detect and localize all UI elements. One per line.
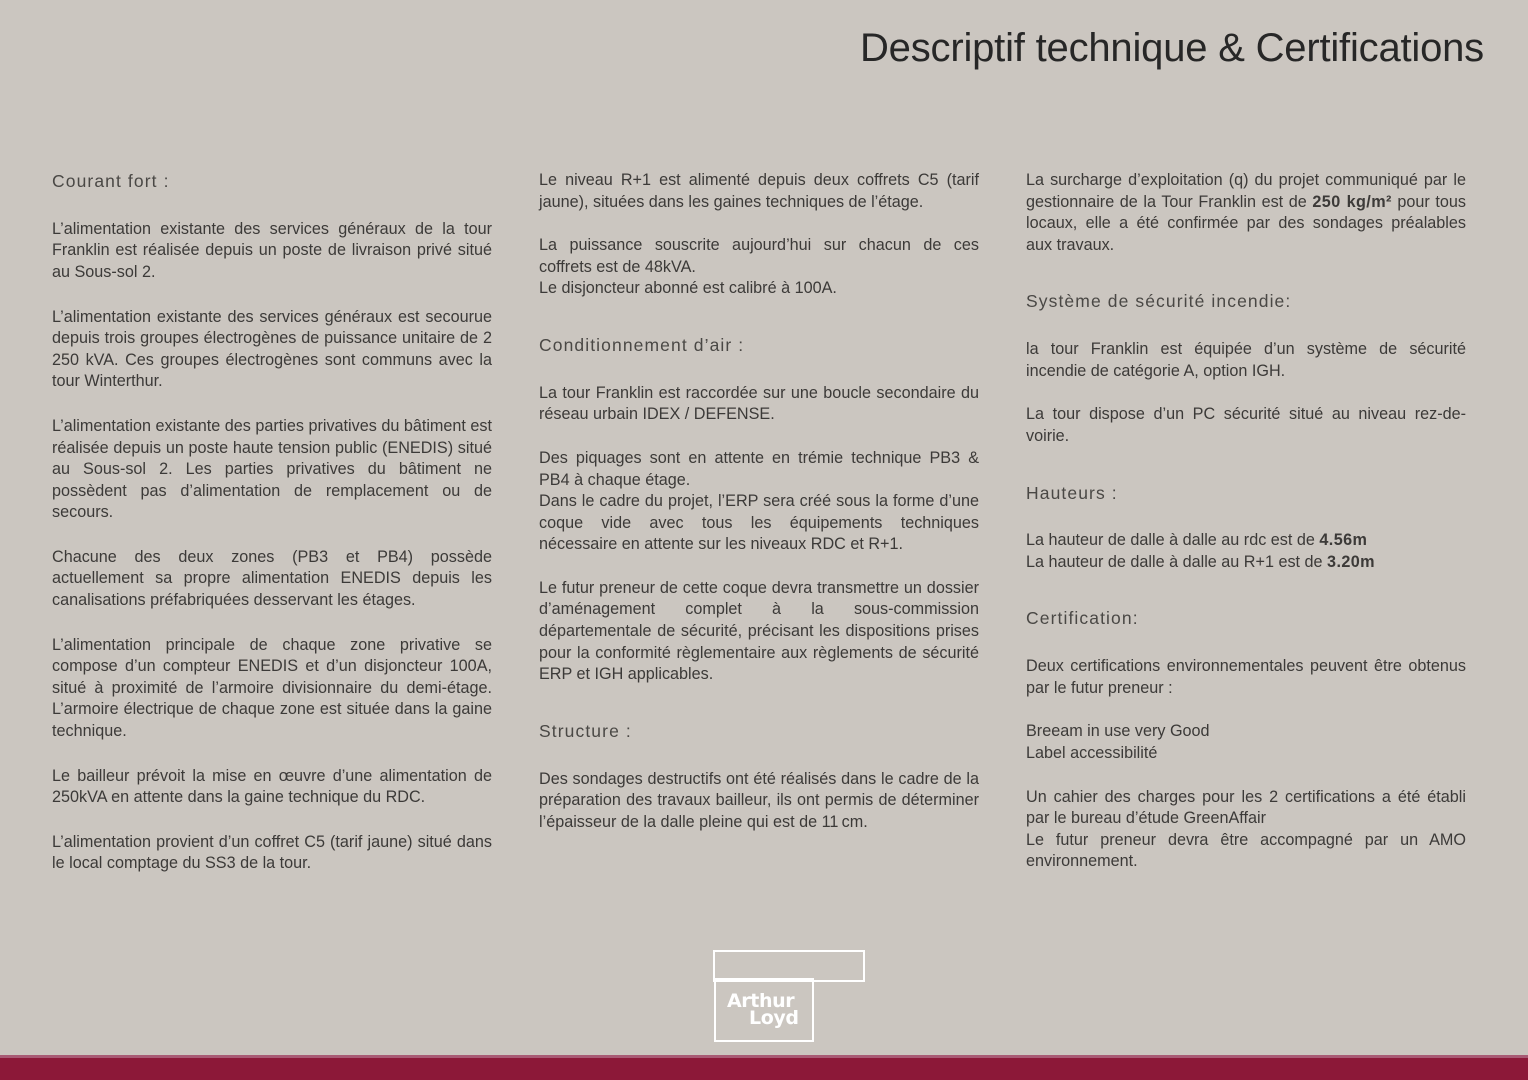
section-heading-courant-fort: Courant fort :	[52, 171, 170, 191]
logo-line-loyd: Loyd	[749, 1007, 799, 1029]
paragraph: L’alimentation provient d’un coffret C5 (tarif jaune) situé dans le local comptage du SS3 de la tour.	[52, 832, 492, 873]
paragraph: La tour Franklin est raccordée sur une boucle secondaire du réseau urbain IDEX / DEFENSE.	[539, 383, 979, 424]
certification-list: Breeam in use very Good Label accessibilité	[1026, 722, 1210, 762]
section-heading-hauteurs: Hauteurs :	[1026, 482, 1118, 503]
paragraph: L’alimentation existante des services généraux est secourue depuis trois groupes électrogènes de puissance unitaire de 2 250 kVA. Ces groupes électrogènes sont communs avec la tour Winterthur.	[52, 307, 492, 391]
paragraph: Chacune des deux zones (PB3 et PB4) possède actuellement sa propre alimentation ENEDIS depuis les canalisations préfabriquées desservant les étages.	[52, 547, 492, 610]
surcharge-text-post: pour tous locaux, elle a été confirmée par des sondages préalables aux travaux.	[1026, 192, 1466, 254]
footer-bar	[0, 1058, 1528, 1080]
paragraph-hauteurs	[1026, 530, 1466, 573]
paragraph: La tour dispose d’un PC sécurité situé au niveau rez-de-voirie.	[1026, 405, 1466, 445]
page-header	[0, 0, 1484, 96]
hauteur-r1-value: 3.20m	[1327, 552, 1375, 571]
paragraph: L’alimentation principale de chaque zone privative se compose d’un compteur ENEDIS et d’un disjoncteur 100A, situé à proximité de l’armoire divisionnaire du demi-étage. L’armoire électrique de chaque zone est située dans la gaine technique.	[52, 635, 492, 741]
logo-inner	[727, 988, 801, 1032]
section-heading-securite-incendie: Système de sécurité incendie:	[1026, 291, 1292, 312]
section-heading-conditionnement-air: Conditionnement d’air :	[539, 334, 745, 355]
paragraph: la tour Franklin est équipée d’un système de sécurité incendie de catégorie A, option IGH.	[1026, 340, 1466, 380]
logo-line-arthur: Arthur	[727, 990, 795, 1012]
paragraph: Le bailleur prévoit la mise en œuvre d’une alimentation de 250kVA en attente dans la gaine technique du RDC.	[52, 766, 492, 807]
hauteur-r1-text: La hauteur de dalle à dalle au R+1 est de	[1026, 552, 1328, 571]
section-heading-certification: Certification:	[1026, 608, 1139, 629]
surcharge-text-pre: La surcharge d’exploitation (q) du projet communiqué par le gestionnaire de la Tour Franklin est de	[1026, 171, 1466, 211]
hauteur-rdc-text: La hauteur de dalle à dalle au rdc est de	[1026, 531, 1320, 550]
arthur-loyd-logo	[714, 978, 814, 1042]
paragraph: Deux certifications environnementales peuvent être obtenus par le futur preneur :	[1026, 657, 1466, 697]
page-title: Descriptif technique & Certifications	[860, 26, 1484, 70]
paragraph-surcharge	[1026, 170, 1466, 256]
hauteur-rdc-value: 4.56m	[1319, 531, 1368, 550]
surcharge-value: 250 kg/m²	[1312, 192, 1392, 211]
paragraph: Un cahier des charges pour les 2 certifications a été établi par le bureau d’étude GreenAffair Le futur preneur devra être accompagné par un AMO environnement.	[1026, 787, 1466, 871]
column-certifications	[1026, 170, 1466, 898]
paragraph: L’alimentation existante des services généraux de la tour Franklin est réalisée depuis un poste de livraison privé situé au Sous-sol 2.	[52, 219, 492, 281]
paragraph: Des piquages sont en attente en trémie technique PB3 & PB4 à chaque étage. Dans le cadre du projet, l’ERP sera créé sous la forme d’une coque vide avec tous les équipements techniques nécessaire en attente sur les niveaux RDC et R+1.	[539, 448, 979, 554]
column-conditionnement-structure	[539, 170, 979, 898]
paragraph: Des sondages destructifs ont été réalisés dans le cadre de la préparation des travaux bailleur, ils ont permis de déterminer l’épaisseur de la dalle pleine qui est de 11 cm.	[539, 769, 979, 831]
content-columns	[52, 170, 1484, 898]
paragraph: L’alimentation existante des parties privatives du bâtiment est réalisée depuis un poste haute tension public (ENEDIS) situé au Sous-sol 2. Les parties privatives du bâtiment ne possèdent pas d’alimentation de remplacement ou de secours.	[52, 416, 493, 522]
paragraph: Le futur preneur de cette coque devra transmettre un dossier d’aménagement complet à la sous-commission départementale de sécurité, précisant les dispositions prises pour la conformité règlementaire aux règlements de sécurité ERP et IGH applicables.	[539, 578, 979, 684]
section-heading-structure: Structure :	[539, 720, 632, 741]
paragraph: La puissance souscrite aujourd’hui sur chacun de ces coffrets est de 48kVA. Le disjoncteur abonné est calibré à 100A.	[539, 236, 979, 298]
column-courant-fort	[52, 170, 492, 898]
paragraph: Le niveau R+1 est alimenté depuis deux coffrets C5 (tarif jaune), situées dans les gaines techniques de l’étage.	[539, 171, 979, 211]
